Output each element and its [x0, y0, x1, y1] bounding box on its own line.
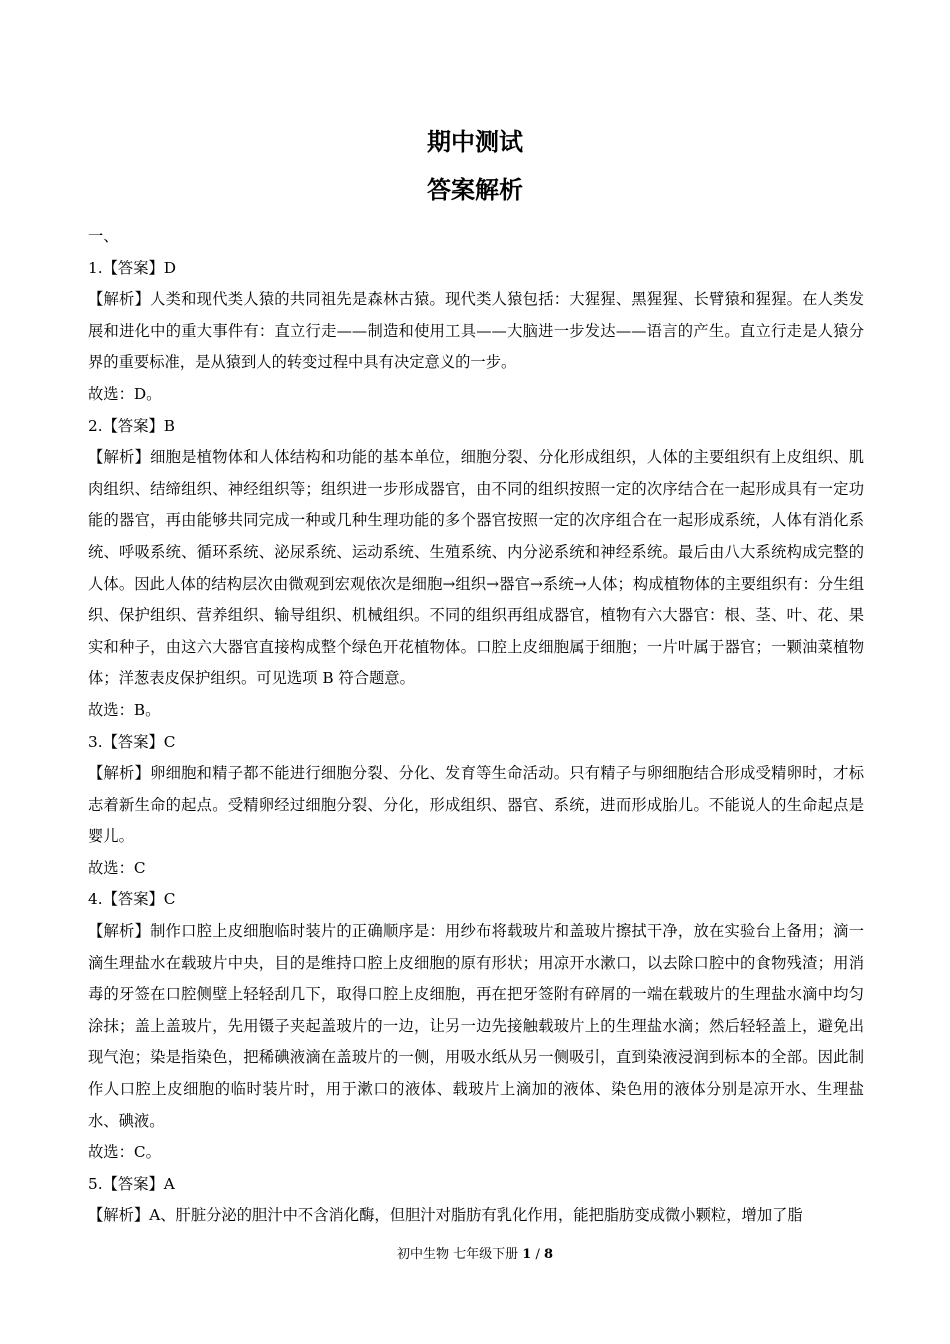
conclusion-4: 故选：C。: [88, 1143, 161, 1162]
analysis-1: 【解析】人类和现代类人猿的共同祖先是森林古猿。现代类人猿包括：大猩猩、黑猩猩、长臂猿和猩猩。在人类发展和进化中的重大事件有：直立行走——制造和使用工具——大脑进一步发达——语言的产生。直立行走是人猿分界的重要标准，是从猿到人的转变过程中具有决定意义的一步。: [88, 290, 864, 372]
answer-content: [88, 221, 864, 1232]
conclusion-2: 故选：B。: [88, 700, 161, 719]
answer-2: 2.【答案】B: [88, 416, 176, 435]
footer-page-total: 8: [543, 1247, 554, 1262]
page-title: 期中测试: [427, 128, 523, 156]
answer-1: 1.【答案】D: [88, 258, 177, 277]
analysis-2: 【解析】细胞是植物体和人体结构和功能的基本单位，细胞分裂、分化形成组织，人体的主要组织有上皮组织、肌肉组织、结缔组织、神经组织等；组织进一步形成器官，由不同的组织按照一定的次序结合在一起形成具有一定功能的器官，再由能够共同完成一种或几种生理功能的多个器官按照一定的次序组合在一起形成系统，人体有消化系统、呼吸系统、循环系统、泌尿系统、运动系统、生殖系统、内分泌系统和神经系统。最后由八大系统构成完整的人体。因此人体的结构层次由微观到宏观依次是细胞→组织→器官→系统→人体；构成植物体的主要组织有：分生组织、保护组织、营养组织、输导组织、机械组织。不同的组织再组成器官，植物有六大器官：根、茎、叶、花、果实和种子，由这六大器官直接构成整个绿色开花植物体。口腔上皮细胞属于细胞；一片叶属于器官；一颗油菜植物体；洋葱表皮保护组织。可见选项 B 符合题意。: [88, 448, 864, 688]
footer-page-separator: /: [531, 1247, 544, 1262]
answer-4: 4.【答案】C: [88, 890, 176, 909]
answer-5: 5.【答案】A: [88, 1174, 175, 1193]
page-footer: [0, 1246, 950, 1264]
page-subtitle: 答案解析: [427, 176, 523, 204]
analysis-5: 【解析】A、肝脏分泌的胆汁中不含消化酶，但胆汁对脂肪有乳化作用，能把脂肪变成微小颗粒，增加了脂: [88, 1206, 803, 1225]
footer-page-current: 1: [522, 1247, 532, 1262]
conclusion-1: 故选：D。: [88, 384, 162, 403]
answer-3: 3.【答案】C: [88, 732, 176, 751]
footer-course: 初中生物 七年级下册: [396, 1247, 519, 1262]
section-heading: 一、: [88, 227, 119, 245]
analysis-3: 【解析】卵细胞和精子都不能进行细胞分裂、分化、发育等生命活动。只有精子与卵细胞结合形成受精卵时，才标志着新生命的起点。受精卵经过细胞分裂、分化，形成组织、器官、系统，进而形成胎儿。不能说人的生命起点是婴儿。: [88, 764, 864, 846]
conclusion-3: 故选：C: [88, 858, 146, 877]
analysis-4: 【解析】制作口腔上皮细胞临时装片的正确顺序是：用纱布将载玻片和盖玻片擦拭干净，放在实验台上备用；滴一滴生理盐水在载玻片中央，目的是维持口腔上皮细胞的原有形状；用凉开水漱口，以去除口腔中的食物残渣；用消毒的牙签在口腔侧壁上轻轻刮几下，取得口腔上皮细胞，再在把牙签附有碎屑的一端在载玻片的生理盐水滴中均匀涂抹；盖上盖玻片，先用镊子夹起盖玻片的一边，让另一边先接触载玻片上的生理盐水滴；然后轻轻盖上，避免出现气泡；染是指染色，把稀碘液滴在盖玻片的一侧，用吸水纸从另一侧吸引，直到染液浸润到标本的全部。因此制作人口腔上皮细胞的临时装片时，用于漱口的液体、载玻片上滴加的液体、染色用的液体分别是凉开水、生理盐水、碘液。: [88, 922, 864, 1130]
